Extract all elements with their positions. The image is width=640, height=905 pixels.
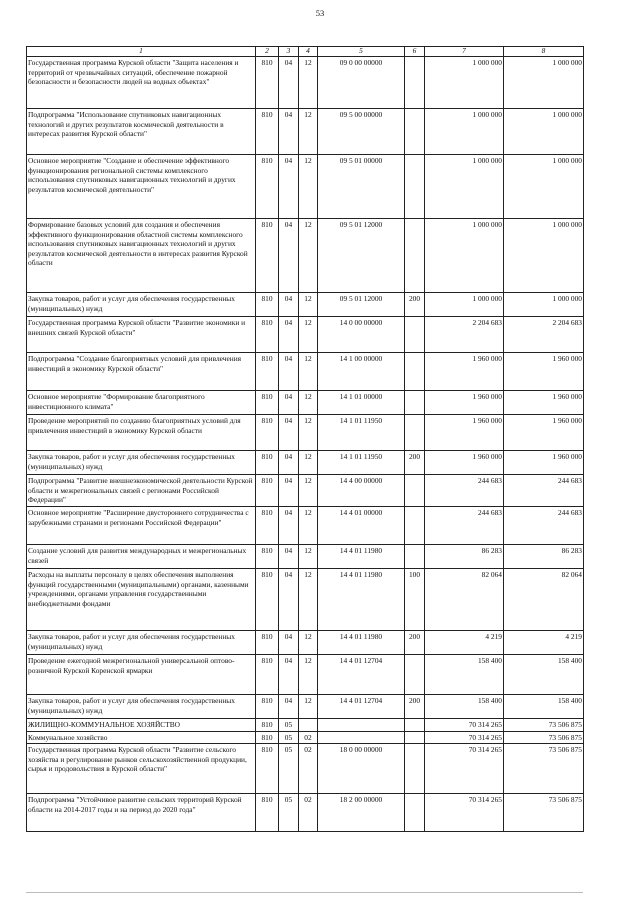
section-code: 04 [279,155,299,219]
amount-year-1: 158 400 [425,655,504,695]
expense-type-code [405,545,425,569]
column-number: 7 [425,47,504,57]
amount-year-1: 1 000 000 [425,57,504,109]
table-row [27,794,584,832]
ministry-code: 810 [256,57,279,109]
subsection-code: 02 [299,794,318,832]
section-code: 04 [279,569,299,631]
column-number: 6 [405,47,425,57]
subsection-code: 12 [299,57,318,109]
amount-year-1: 82 064 [425,569,504,631]
row-name: Создание условий для развития международных и межрегиональных связей [27,545,256,569]
expense-type-code [405,219,425,293]
expense-type-code [405,155,425,219]
target-article-code: 14 4 01 00000 [318,507,405,545]
ministry-code: 810 [256,695,279,719]
amount-year-2: 4 219 [504,631,584,655]
row-name: Закупка товаров, работ и услуг для обеспечения государственных (муниципальных) нужд [27,695,256,719]
expense-type-code [405,794,425,832]
amount-year-2: 82 064 [504,569,584,631]
target-article-code: 14 4 01 12704 [318,695,405,719]
budget-sheet [26,46,583,832]
table-row [27,317,584,353]
target-article-code: 14 1 01 00000 [318,391,405,415]
table-row [27,109,584,155]
target-article-code: 09 5 01 12000 [318,219,405,293]
target-article-code: 09 5 01 00000 [318,155,405,219]
section-code: 04 [279,655,299,695]
subsection-code: 12 [299,391,318,415]
budget-table [26,46,584,832]
subsection-code: 02 [299,731,318,744]
amount-year-1: 1 000 000 [425,293,504,317]
expense-type-code [405,655,425,695]
subsection-code: 12 [299,317,318,353]
expense-type-code [405,391,425,415]
amount-year-2: 1 960 000 [504,353,584,391]
ministry-code: 810 [256,219,279,293]
target-article-code: 18 2 00 00000 [318,794,405,832]
ministry-code: 810 [256,731,279,744]
target-article-code [318,731,405,744]
column-number: 1 [27,47,256,57]
ministry-code: 810 [256,451,279,475]
table-body [27,57,584,832]
column-number: 5 [318,47,405,57]
amount-year-1: 4 219 [425,631,504,655]
amount-year-2: 73 506 875 [504,719,584,732]
subsection-code: 12 [299,631,318,655]
expense-type-code: 100 [405,569,425,631]
expense-type-code: 200 [405,293,425,317]
row-name: Закупка товаров, работ и услуг для обеспечения государственных (муниципальных) нужд [27,451,256,475]
row-name: Закупка товаров, работ и услуг для обеспечения государственных (муниципальных) нужд [27,631,256,655]
expense-type-code [405,317,425,353]
column-number: 4 [299,47,318,57]
subsection-code: 12 [299,475,318,507]
row-name: Основное мероприятие "Расширение двустороннего сотрудничества с зарубежными странами и регионами Российской Федерации" [27,507,256,545]
expense-type-code [405,507,425,545]
section-code: 04 [279,317,299,353]
row-name: Государственная программа Курской области "Защита населения и территорий от чрезвычайных ситуаций, обеспечение пожарной безопасности и безопасности людей на водных объектах" [27,57,256,109]
amount-year-2: 1 000 000 [504,109,584,155]
column-number: 2 [256,47,279,57]
ministry-code: 810 [256,353,279,391]
section-code: 04 [279,391,299,415]
section-code: 04 [279,415,299,451]
section-code: 04 [279,353,299,391]
ministry-code: 810 [256,507,279,545]
amount-year-2: 1 000 000 [504,219,584,293]
target-article-code: 14 1 01 11950 [318,415,405,451]
amount-year-2: 1 960 000 [504,391,584,415]
row-name: ЖИЛИЩНО-КОММУНАЛЬНОЕ ХОЗЯЙСТВО [27,719,256,732]
amount-year-1: 1 960 000 [425,415,504,451]
table-row [27,507,584,545]
target-article-code: 14 4 01 11980 [318,545,405,569]
row-name: Государственная программа Курской области "Развитие экономики и внешних связей Курской области" [27,317,256,353]
ministry-code: 810 [256,794,279,832]
amount-year-1: 1 000 000 [425,155,504,219]
subsection-code [299,719,318,732]
subsection-code: 12 [299,507,318,545]
expense-type-code [405,475,425,507]
target-article-code: 14 1 00 00000 [318,353,405,391]
amount-year-2: 1 960 000 [504,415,584,451]
target-article-code: 09 0 00 00000 [318,57,405,109]
expense-type-code [405,57,425,109]
expense-type-code: 200 [405,695,425,719]
expense-type-code [405,731,425,744]
amount-year-2: 158 400 [504,655,584,695]
column-number: 3 [279,47,299,57]
target-article-code: 14 4 01 11980 [318,631,405,655]
amount-year-2: 2 204 683 [504,317,584,353]
table-row [27,545,584,569]
table-row [27,293,584,317]
column-number-row [27,47,584,57]
amount-year-1: 2 204 683 [425,317,504,353]
subsection-code: 12 [299,545,318,569]
ministry-code: 810 [256,744,279,794]
row-name: Проведение мероприятий по созданию благоприятных условий для привлечения инвестиций в экономику Курской области [27,415,256,451]
ministry-code: 810 [256,545,279,569]
ministry-code: 810 [256,655,279,695]
amount-year-2: 158 400 [504,695,584,719]
expense-type-code [405,353,425,391]
ministry-code: 810 [256,475,279,507]
table-row [27,451,584,475]
ministry-code: 810 [256,391,279,415]
table-row [27,155,584,219]
amount-year-1: 70 314 265 [425,794,504,832]
amount-year-1: 158 400 [425,695,504,719]
amount-year-1: 1 960 000 [425,353,504,391]
table-row [27,391,584,415]
table-row [27,719,584,732]
table-row [27,219,584,293]
table-row [27,475,584,507]
row-name: Подпрограмма "Создание благоприятных условий для привлечения инвестиций в экономику Курской области" [27,353,256,391]
subsection-code: 12 [299,655,318,695]
row-name: Формирование базовых условий для создания и обеспечения эффективного функционирования областной системы комплексного использования спутниковых навигационных технологий и других результатов космической деятельности в интересах развития Курской области [27,219,256,293]
subsection-code: 12 [299,569,318,631]
amount-year-2: 244 683 [504,475,584,507]
subsection-code: 12 [299,219,318,293]
subsection-code: 12 [299,293,318,317]
table-row [27,569,584,631]
amount-year-1: 244 683 [425,475,504,507]
amount-year-2: 86 283 [504,545,584,569]
row-name: Расходы на выплаты персоналу в целях обеспечения выполнения функций государственными (муниципальными) органами, казенными учреждениями, органами управления государственными внебюджетными фондами [27,569,256,631]
target-article-code: 09 5 00 00000 [318,109,405,155]
expense-type-code [405,415,425,451]
section-code: 04 [279,57,299,109]
subsection-code: 12 [299,353,318,391]
amount-year-1: 86 283 [425,545,504,569]
expense-type-code [405,719,425,732]
table-row [27,655,584,695]
expense-type-code: 200 [405,631,425,655]
row-name: Коммунальное хозяйство [27,731,256,744]
target-article-code: 14 4 01 11980 [318,569,405,631]
table-row [27,353,584,391]
row-name: Проведение ежегодной межрегиональной универсальной оптово-розничной Курской Коренской ярмарки [27,655,256,695]
table-row [27,415,584,451]
section-code: 04 [279,695,299,719]
amount-year-1: 244 683 [425,507,504,545]
section-code: 04 [279,109,299,155]
ministry-code: 810 [256,569,279,631]
expense-type-code [405,744,425,794]
amount-year-1: 1 960 000 [425,391,504,415]
table-row [27,631,584,655]
section-code: 04 [279,451,299,475]
amount-year-1: 1 000 000 [425,219,504,293]
row-name: Основное мероприятие "Формирование благоприятного инвестиционного климата" [27,391,256,415]
subsection-code: 12 [299,451,318,475]
section-code: 04 [279,475,299,507]
amount-year-2: 1 000 000 [504,155,584,219]
target-article-code: 14 4 01 12704 [318,655,405,695]
bottom-rule [26,892,583,893]
amount-year-2: 1 000 000 [504,293,584,317]
ministry-code: 810 [256,293,279,317]
ministry-code: 810 [256,631,279,655]
subsection-code: 02 [299,744,318,794]
row-name: Подпрограмма "Использование спутниковых навигационных технологий и других результатов космической деятельности в интересах развития Курской области" [27,109,256,155]
table-row [27,695,584,719]
target-article-code: 14 1 01 11950 [318,451,405,475]
subsection-code: 12 [299,155,318,219]
target-article-code: 14 0 00 00000 [318,317,405,353]
section-code: 04 [279,631,299,655]
amount-year-2: 1 960 000 [504,451,584,475]
target-article-code: 14 4 00 00000 [318,475,405,507]
row-name: Подпрограмма "Развитие внешнеэкономической деятельности Курской области и межрегиональных связей с регионами Российской Федерации" [27,475,256,507]
target-article-code: 18 0 00 00000 [318,744,405,794]
row-name: Основное мероприятие "Создание и обеспечение эффективного функционирования региональной системы комплексного использования спутниковых навигационных технологий и других результатов космической деятельности" [27,155,256,219]
row-name: Закупка товаров, работ и услуг для обеспечения государственных (муниципальных) нужд [27,293,256,317]
amount-year-1: 70 314 265 [425,719,504,732]
row-name: Подпрограмма "Устойчивое развитие сельских территорий Курской области на 2014-2017 годы и на период до 2020 года" [27,794,256,832]
section-code: 04 [279,545,299,569]
target-article-code: 09 5 01 12000 [318,293,405,317]
ministry-code: 810 [256,155,279,219]
table-row [27,744,584,794]
section-code: 05 [279,731,299,744]
page-number: 53 [315,8,325,18]
subsection-code: 12 [299,415,318,451]
section-code: 05 [279,719,299,732]
table-row [27,57,584,109]
amount-year-2: 73 506 875 [504,794,584,832]
amount-year-2: 244 683 [504,507,584,545]
ministry-code: 810 [256,109,279,155]
amount-year-1: 70 314 265 [425,731,504,744]
ministry-code: 810 [256,317,279,353]
column-number: 8 [504,47,584,57]
ministry-code: 810 [256,719,279,732]
section-code: 04 [279,293,299,317]
amount-year-1: 1 960 000 [425,451,504,475]
section-code: 04 [279,507,299,545]
amount-year-2: 73 506 875 [504,731,584,744]
expense-type-code: 200 [405,451,425,475]
amount-year-2: 73 506 875 [504,744,584,794]
subsection-code: 12 [299,695,318,719]
amount-year-1: 70 314 265 [425,744,504,794]
section-code: 05 [279,794,299,832]
row-name: Государственная программа Курской области "Развитие сельского хозяйства и регулирование рынков сельскохозяйственной продукции, сырья и продовольствия в Курской области" [27,744,256,794]
amount-year-2: 1 000 000 [504,57,584,109]
section-code: 05 [279,744,299,794]
amount-year-1: 1 000 000 [425,109,504,155]
section-code: 04 [279,219,299,293]
expense-type-code [405,109,425,155]
target-article-code [318,719,405,732]
table-row [27,731,584,744]
ministry-code: 810 [256,415,279,451]
subsection-code: 12 [299,109,318,155]
